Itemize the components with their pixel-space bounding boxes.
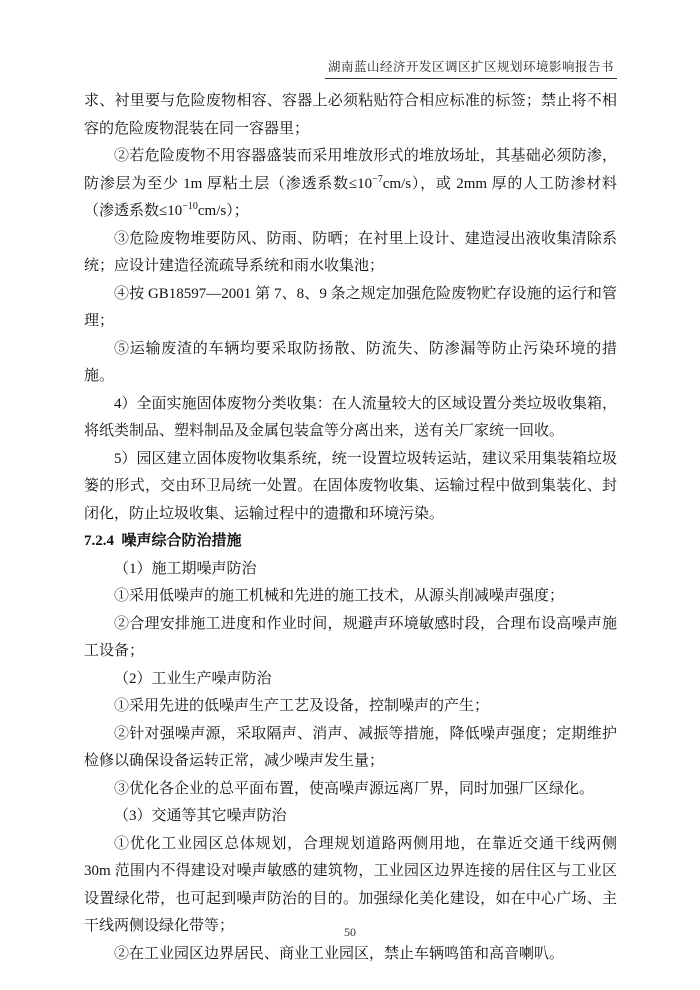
- text-run: 4）全面实施固体废物分类收集：在人流量较大的区域设置分类垃圾收集箱，将纸类制品、塑料制品及金属包装盒等分离出来，送有关厂家统一回收。: [84, 395, 617, 439]
- text-run: ②合理安排施工进度和作业时间，规避声环境敏感时段，合理布设高噪声施工设备；: [84, 615, 617, 659]
- paragraph: [84, 831, 617, 941]
- text-run: cm/s）；: [197, 203, 249, 219]
- paragraph: [84, 226, 617, 281]
- text-run: ⑤运输废渣的车辆均要采取防扬散、防流失、防渗漏等防止污染环境的措施。: [84, 340, 617, 384]
- text-run: ③危险废物堆要防风、防雨、防晒；在衬里上设计、建造浸出液收集清除系统；应设计建造径流疏导系统和雨水收集池；: [84, 230, 617, 274]
- page-header: [84, 57, 617, 79]
- text-run: 7.2.4 噪声综合防治措施: [84, 533, 242, 549]
- paragraph: [84, 693, 617, 721]
- header-title: 湖南蓝山经济开发区调区扩区规划环境影响报告书: [325, 57, 617, 79]
- paragraph: [84, 88, 617, 143]
- text-run: ④按 GB18597—2001 第 7、8、9 条之规定加强危险废物贮存设施的运行和管理；: [84, 285, 617, 329]
- paragraph: [84, 336, 617, 391]
- superscript-text: −10: [182, 201, 198, 212]
- paragraph: [84, 803, 617, 831]
- text-run: ②若危险废物不用容器盛装而采用堆放形式的堆放场址，其基础必须防渗，防渗层为至少 1m 厚粘土层（渗透系数≤10: [84, 148, 617, 192]
- document-body: [84, 88, 617, 968]
- text-run: （1）施工期噪声防治: [114, 560, 257, 577]
- paragraph: [84, 446, 617, 529]
- paragraph: [84, 391, 617, 446]
- page-number: 50: [344, 925, 356, 939]
- paragraph: [84, 583, 617, 611]
- paragraph: [84, 666, 617, 694]
- text-run: ①采用先进的低噪声生产工艺及设备，控制噪声的产生；: [114, 698, 490, 714]
- text-run: cm/s），或 2mm 厚的人工防渗材料（渗透系数≤10: [84, 175, 618, 219]
- text-run: （2）工业生产噪声防治: [114, 670, 272, 687]
- page-footer: [0, 925, 700, 940]
- text-run: 5）园区建立固体废物收集系统，统一设置垃圾转运站，建议采用集装箱垃圾篓的形式，交由环卫局统一处置。在固体废物收集、运输过程中做到集装化、封闭化，防止垃圾收集、运输过程中的遗撒和环境污染。: [84, 450, 617, 522]
- paragraph: [84, 941, 617, 969]
- paragraph: [84, 556, 617, 584]
- superscript-text: −7: [372, 173, 383, 185]
- text-run: ②针对强噪声源，采取隔声、消声、减振等措施，降低噪声强度；定期维护检修以确保设备运转正常，减少噪声发生量；: [84, 725, 617, 769]
- text-run: 求、衬里要与危险废物相容、容器上必须粘贴符合相应标准的标签；禁止将不相容的危险废物混装在同一容器里；: [84, 93, 617, 137]
- text-run: ①采用低噪声的施工机械和先进的施工技术，从源头削减噪声强度；: [114, 588, 565, 604]
- paragraph: [84, 281, 617, 336]
- text-run: （3）交通等其它噪声防治: [114, 808, 287, 824]
- text-run: ①优化工业园区总体规划，合理规划道路两侧用地，在靠近交通干线两侧 30m 范围内不得建设对噪声敏感的建筑物，工业园区边界连接的居住区与工业区设置绿化带，也可起到噪声防治的目的。加强绿化美化建设，如在中心广场、主干线两侧设绿化带等；: [84, 835, 617, 934]
- paragraph: [84, 776, 617, 804]
- paragraph: [84, 143, 617, 226]
- paragraph: [84, 611, 617, 666]
- section-heading: [84, 528, 617, 556]
- paragraph: [84, 721, 617, 776]
- text-run: ③优化各企业的总平面布置，使高噪声源远离厂界，同时加强厂区绿化。: [114, 780, 595, 797]
- text-run: ②在工业园区边界居民、商业工业园区，禁止车辆鸣笛和高音喇叭。: [114, 945, 565, 962]
